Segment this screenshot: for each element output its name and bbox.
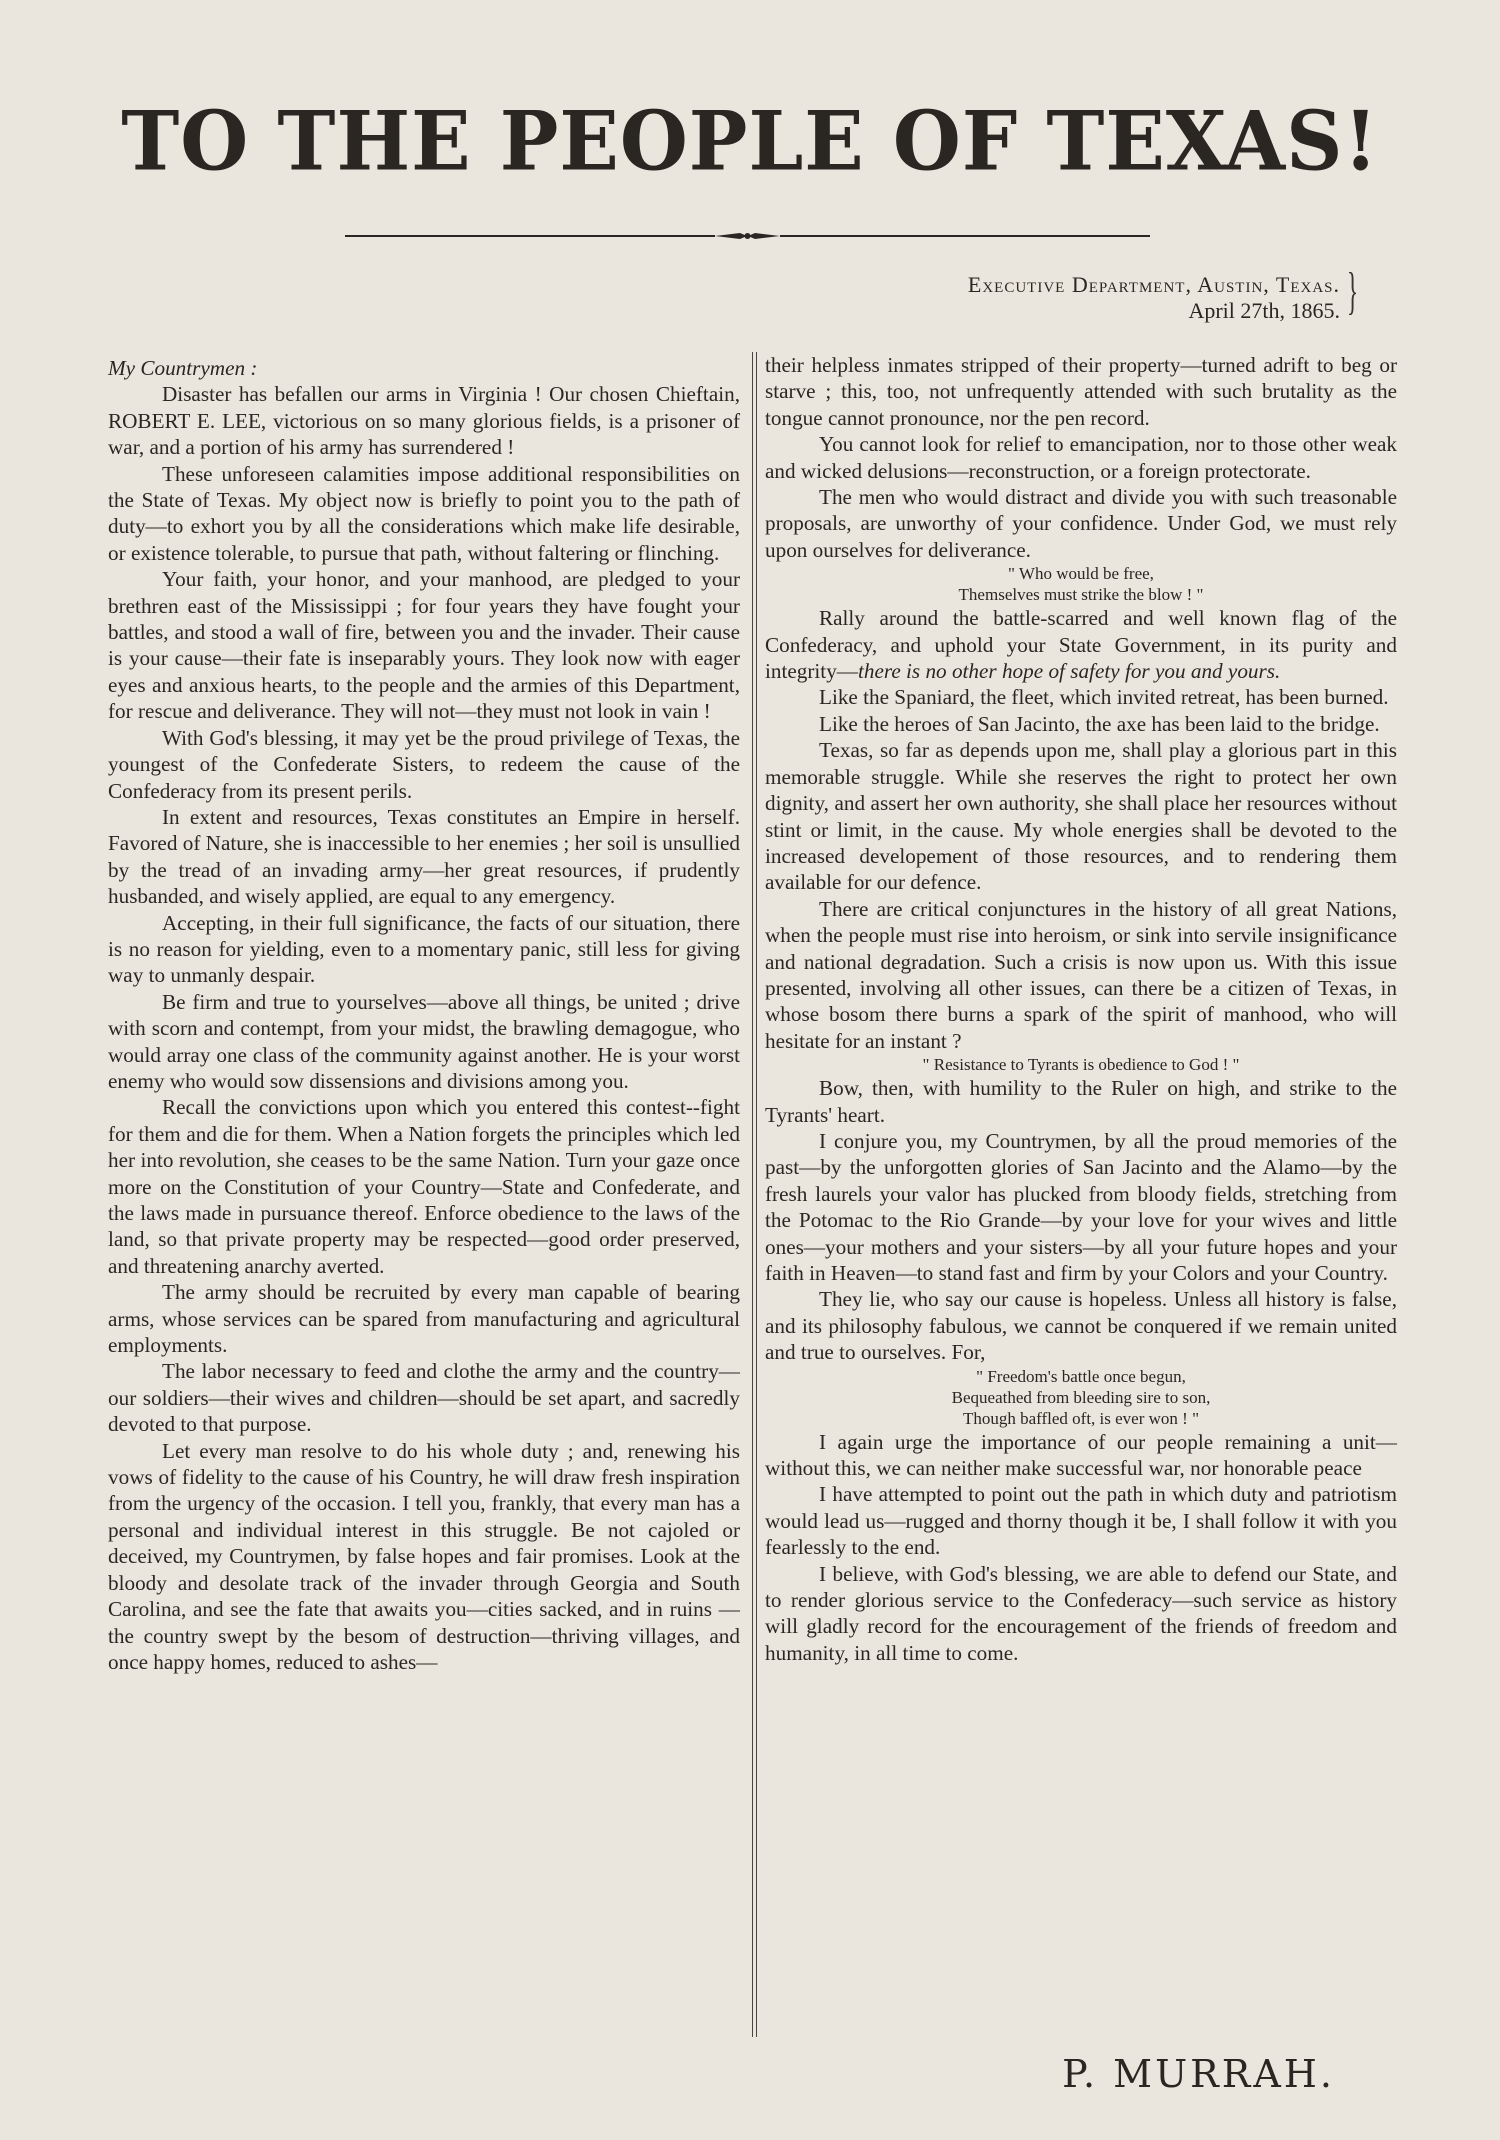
- quote-line: " Resistance to Tyrants is obedience to God ! ": [922, 1055, 1240, 1075]
- signature: P. MURRAH.: [1062, 2052, 1335, 2096]
- salutation: My Countrymen :: [108, 356, 258, 380]
- paragraph: Texas, so far as depends upon me, shall play a glorious part in this memorable struggle. While she reserves the right to protect her own dignity, and assert her own authority, she shall place her resources without stint or limit, in the cause. My whole energies shall be devoted to the increased developement of those resources, and to rendering them available for our defence.: [765, 738, 1397, 895]
- paragraph: Let every man resolve to do his whole duty ; and, renewing his vows of fidelity to the cause of his Country, he will draw fresh inspiration from the urgency of the occasion. I tell you, frankly, that every man has a personal and individual interest in this struggle. Be not cajoled or deceived, my Countrymen, by false hopes and fair promises. Look at the bloody and desolate track of the invader through Georgia and South Carolina, and see the fate that awaits you—cities sacked, and in ruins —the country swept by the besom of destruction—thriving villages, and once happy homes, reduced to ashes—: [108, 1438, 740, 1674]
- paragraph: They lie, who say our cause is hopeless. Unless all history is false, and its philosophy fabulous, we cannot be conquered if we remain united and true to ourselves. For,: [765, 1287, 1397, 1365]
- paragraph: With God's blessing, it may yet be the proud privilege of Texas, the youngest of the Confederate Sisters, to redeem the cause of the Confederacy from its present perils.: [108, 725, 740, 803]
- paragraph: I have attempted to point out the path in which duty and patriotism would lead us—rugged and thorny though it be, I shall follow it with you fearlessly to the end.: [765, 1482, 1397, 1560]
- department-line: Executive Department, Austin, Texas.: [967, 272, 1340, 297]
- quote-line: " Who would be free,: [1008, 564, 1154, 584]
- paragraph: their helpless inmates stripped of their property—turned adrift to beg or starve ; this, too, not unfrequently attended with such brutality as the tongue cannot pronounce, nor the pen record.: [765, 353, 1397, 430]
- verse-quote: [765, 563, 1397, 605]
- left-column: [108, 355, 740, 1675]
- paragraph: Your faith, your honor, and your manhood, are pledged to your brethren east of the Mississippi ; for four years they have fought your battles, and stood a wall of fire, between you and the invader. Their cause is your cause—their fate is inseparably yours. They look now with eager eyes and anxious hearts, to the people and the armies of this Department, for rescue and deliverance. They will not—they must not look in vain !: [108, 567, 740, 724]
- paragraph-text: Rally around the battle-scarred and well known flag of the Confederacy, and uphold your State Government, in its purity and integrity—: [765, 606, 1397, 684]
- verse-quote: [765, 1054, 1397, 1075]
- quote-line: Themselves must strike the blow ! ": [958, 585, 1204, 605]
- column-divider: [752, 352, 757, 2037]
- paragraph: The men who would distract and divide you with such treasonable proposals, are unworthy of your confidence. Under God, we must rely upon ourselves for deliverance.: [765, 485, 1397, 562]
- italic-emphasis: there is no other hope of safety for you and yours.: [857, 659, 1281, 684]
- paragraph: I again urge the importance of our people remaining a unit—without this, we can neither make successful war, nor honorable peace: [765, 1429, 1397, 1481]
- paragraph: The army should be recruited by every man capable of bearing arms, whose services can be spared from manufacturing and agricultural employments.: [108, 1280, 740, 1358]
- paragraph: Be firm and true to yourselves—above all things, be united ; drive with scorn and contempt, from your midst, the brawling demagogue, who would array one class of the community against another. He is your worst enemy who would sow dissensions and divisions among you.: [108, 989, 740, 1093]
- paragraph: You cannot look for relief to emancipation, nor to those other weak and wicked delusions—reconstruction, or a foreign protectorate.: [765, 432, 1397, 483]
- brace-mark: }: [1346, 263, 1359, 320]
- paragraph: [765, 605, 1397, 684]
- quote-line: " Freedom's battle once begun,: [976, 1366, 1186, 1386]
- ornamental-rule: [345, 228, 1150, 244]
- date-line: April 27th, 1865.: [1188, 298, 1340, 323]
- right-column: [765, 352, 1397, 1666]
- paragraph: In extent and resources, Texas constitutes an Empire in herself. Favored of Nature, she is inaccessible to her enemies ; her soil is unsullied by the tread of an invading army—her great resources, if prudently husbanded, and wisely applied, are equal to any emergency.: [108, 804, 740, 909]
- paragraph: The labor necessary to feed and clothe the army and the country—our soldiers—their wives and children—should be set apart, and sacredly devoted to that purpose.: [108, 1359, 740, 1437]
- paragraph: These unforeseen calamities impose additional responsibilities on the State of Texas. My object now is briefly to point you to the path of duty—to exhort you by all the considerations which make life desirable, or existence tolerable, to pursue that path, without faltering or flinching.: [108, 461, 740, 565]
- quote-line: Bequeathed from bleeding sire to son,: [951, 1387, 1211, 1407]
- quote-line: Though baffled oft, is ever won ! ": [962, 1408, 1200, 1428]
- paragraph: I conjure you, my Countrymen, by all the proud memories of the past—by the unforgotten glories of San Jacinto and the Alamo—by the fresh laurels your valor has plucked from bloody fields, stretching from the Potomac to the Rio Grande—by your love for your wives and little ones—your mothers and your sisters—by all your future hopes and your faith in Heaven—to stand fast and firm by your Colors and your Country.: [765, 1128, 1397, 1285]
- verse-quote: [765, 1366, 1397, 1429]
- paragraph: Recall the convictions upon which you entered this contest--fight for them and die for them. When a Nation forgets the principles which led her into revolution, she ceases to be the same Nation. Turn your gaze once more on the Constitution of your Country—State and Confederate, and the laws made in pursuance thereof. Enforce obedience to the laws of the land, so that private property may be respected—good order preserved, and threatening anarchy averted.: [108, 1095, 740, 1278]
- paragraph: Like the Spaniard, the fleet, which invited retreat, has been burned.: [819, 685, 1389, 710]
- paragraph: Disaster has befallen our arms in Virginia ! Our chosen Chieftain, ROBERT E. LEE, victorious on so many glorious fields, is a prisoner of war, and a portion of his army has surrendered !: [108, 382, 740, 460]
- paragraph: Like the heroes of San Jacinto, the axe has been laid to the bridge.: [819, 711, 1380, 736]
- page-title: TO THE PEOPLE OF TEXAS!: [121, 93, 1379, 190]
- dateline: [968, 272, 1340, 324]
- paragraph: Bow, then, with humility to the Ruler on high, and strike to the Tyrants' heart.: [765, 1076, 1397, 1127]
- paragraph: Accepting, in their full significance, the facts of our situation, there is no reason for yielding, even to a momentary panic, still less for giving way to unmanly despair.: [108, 910, 740, 988]
- paragraph: There are critical conjunctures in the history of all great Nations, when the people must rise into heroism, or sink into servile insignificance and national degradation. Such a crisis is now upon us. With this issue presented, involving all other issues, can there be a citizen of Texas, in whose bosom there burns a spark of the spirit of manhood, who will hesitate for an instant ?: [765, 896, 1397, 1053]
- paragraph: I believe, with God's blessing, we are able to defend our State, and to render glorious service to the Confederacy—such service as history will gladly record for the encouragement of the friends of freedom and humanity, in all time to come.: [765, 1561, 1397, 1665]
